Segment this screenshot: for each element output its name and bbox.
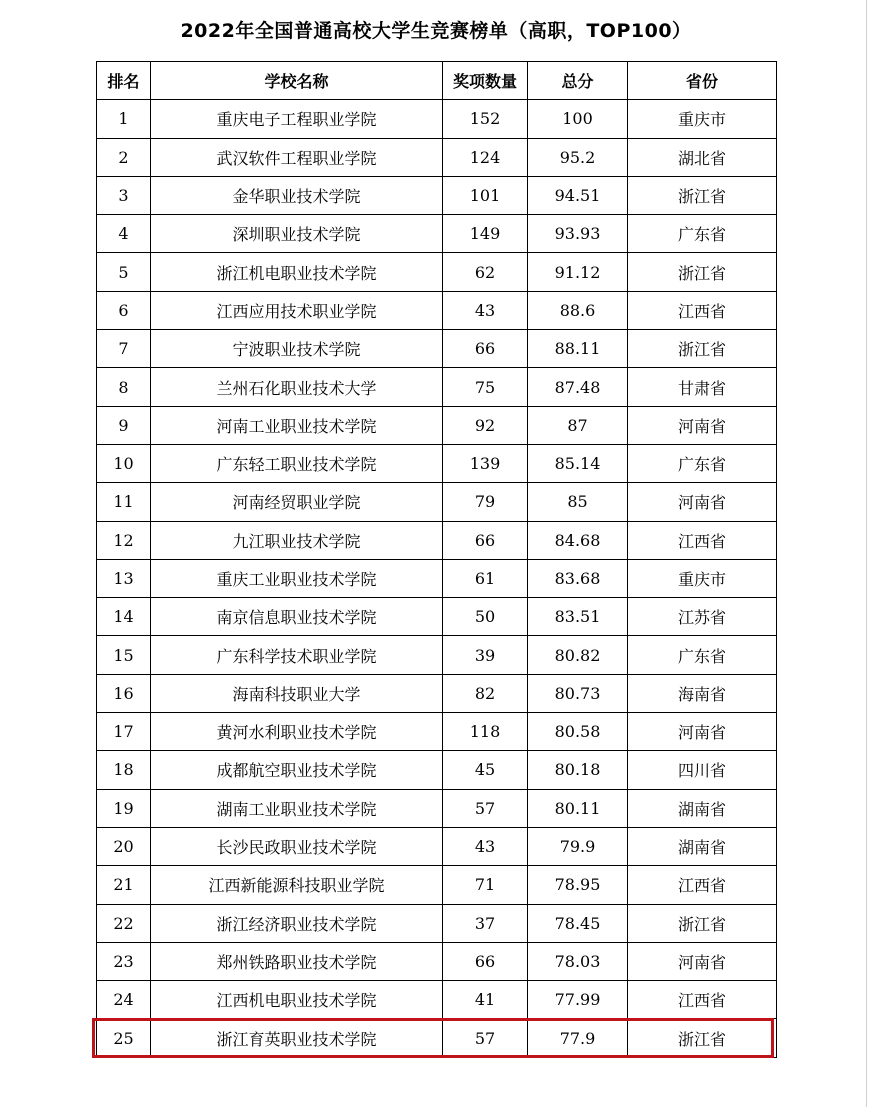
cell-province: 海南省 — [628, 674, 777, 712]
table-row — [97, 636, 777, 674]
cell-total-score: 88.6 — [528, 291, 628, 329]
cell-province: 广东省 — [628, 444, 777, 482]
cell-rank: 3 — [97, 176, 151, 214]
cell-province: 重庆市 — [628, 559, 777, 597]
cell-award-count: 152 — [443, 100, 528, 138]
table-row — [97, 291, 777, 329]
cell-rank: 11 — [97, 483, 151, 521]
cell-province: 河南省 — [628, 942, 777, 980]
cell-award-count: 57 — [443, 789, 528, 827]
header-award-count: 奖项数量 — [443, 62, 528, 100]
cell-total-score: 88.11 — [528, 330, 628, 368]
cell-province: 甘肃省 — [628, 368, 777, 406]
cell-rank: 16 — [97, 674, 151, 712]
cell-school-name: 九江职业技术学院 — [151, 521, 443, 559]
cell-rank: 20 — [97, 827, 151, 865]
cell-province: 湖北省 — [628, 138, 777, 176]
cell-school-name: 宁波职业技术学院 — [151, 330, 443, 368]
cell-total-score: 80.82 — [528, 636, 628, 674]
table-row — [97, 598, 777, 636]
cell-rank: 8 — [97, 368, 151, 406]
cell-total-score: 80.58 — [528, 713, 628, 751]
ranking-table — [96, 61, 777, 1058]
cell-rank: 15 — [97, 636, 151, 674]
cell-school-name: 成都航空职业技术学院 — [151, 751, 443, 789]
cell-school-name: 广东轻工职业技术学院 — [151, 444, 443, 482]
cell-province: 湖南省 — [628, 827, 777, 865]
table-row — [97, 827, 777, 865]
cell-school-name: 河南经贸职业学院 — [151, 483, 443, 521]
cell-province: 浙江省 — [628, 1019, 777, 1057]
cell-school-name: 南京信息职业技术学院 — [151, 598, 443, 636]
cell-school-name: 重庆工业职业技术学院 — [151, 559, 443, 597]
cell-total-score: 77.9 — [528, 1019, 628, 1057]
cell-award-count: 57 — [443, 1019, 528, 1057]
table-row — [97, 215, 777, 253]
cell-award-count: 139 — [443, 444, 528, 482]
table-row — [97, 559, 777, 597]
cell-province: 广东省 — [628, 636, 777, 674]
cell-rank: 21 — [97, 866, 151, 904]
cell-award-count: 45 — [443, 751, 528, 789]
table-row — [97, 444, 777, 482]
cell-total-score: 87.48 — [528, 368, 628, 406]
cell-award-count: 37 — [443, 904, 528, 942]
table-row — [97, 483, 777, 521]
cell-total-score: 78.03 — [528, 942, 628, 980]
cell-school-name: 海南科技职业大学 — [151, 674, 443, 712]
header-province: 省份 — [628, 62, 777, 100]
cell-award-count: 41 — [443, 981, 528, 1019]
cell-province: 浙江省 — [628, 330, 777, 368]
cell-award-count: 39 — [443, 636, 528, 674]
cell-award-count: 101 — [443, 176, 528, 214]
cell-rank: 17 — [97, 713, 151, 751]
cell-province: 浙江省 — [628, 176, 777, 214]
cell-province: 浙江省 — [628, 253, 777, 291]
cell-school-name: 江西新能源科技职业学院 — [151, 866, 443, 904]
table-row — [97, 751, 777, 789]
cell-total-score: 85 — [528, 483, 628, 521]
cell-province: 浙江省 — [628, 904, 777, 942]
cell-school-name: 郑州铁路职业技术学院 — [151, 942, 443, 980]
cell-total-score: 80.11 — [528, 789, 628, 827]
table-row — [97, 406, 777, 444]
cell-province: 江西省 — [628, 291, 777, 329]
cell-school-name: 河南工业职业技术学院 — [151, 406, 443, 444]
cell-province: 江苏省 — [628, 598, 777, 636]
table-row — [97, 981, 777, 1019]
cell-total-score: 93.93 — [528, 215, 628, 253]
cell-rank: 24 — [97, 981, 151, 1019]
cell-total-score: 79.9 — [528, 827, 628, 865]
header-school-name: 学校名称 — [151, 62, 443, 100]
cell-total-score: 95.2 — [528, 138, 628, 176]
cell-rank: 13 — [97, 559, 151, 597]
table-row — [97, 253, 777, 291]
cell-award-count: 82 — [443, 674, 528, 712]
cell-school-name: 广东科学技术职业学院 — [151, 636, 443, 674]
table-row — [97, 674, 777, 712]
header-total-score: 总分 — [528, 62, 628, 100]
cell-award-count: 124 — [443, 138, 528, 176]
table-row — [97, 1019, 777, 1057]
cell-total-score: 78.45 — [528, 904, 628, 942]
cell-award-count: 79 — [443, 483, 528, 521]
table-row — [97, 866, 777, 904]
table-row — [97, 138, 777, 176]
cell-rank: 4 — [97, 215, 151, 253]
cell-province: 江西省 — [628, 521, 777, 559]
cell-province: 广东省 — [628, 215, 777, 253]
cell-award-count: 66 — [443, 521, 528, 559]
cell-school-name: 重庆电子工程职业学院 — [151, 100, 443, 138]
cell-school-name: 浙江育英职业技术学院 — [151, 1019, 443, 1057]
cell-rank: 25 — [97, 1019, 151, 1057]
cell-total-score: 85.14 — [528, 444, 628, 482]
cell-rank: 6 — [97, 291, 151, 329]
cell-total-score: 87 — [528, 406, 628, 444]
cell-rank: 19 — [97, 789, 151, 827]
cell-school-name: 浙江机电职业技术学院 — [151, 253, 443, 291]
cell-school-name: 金华职业技术学院 — [151, 176, 443, 214]
cell-total-score: 100 — [528, 100, 628, 138]
cell-school-name: 湖南工业职业技术学院 — [151, 789, 443, 827]
cell-award-count: 118 — [443, 713, 528, 751]
cell-school-name: 武汉软件工程职业学院 — [151, 138, 443, 176]
cell-rank: 10 — [97, 444, 151, 482]
cell-award-count: 71 — [443, 866, 528, 904]
cell-rank: 9 — [97, 406, 151, 444]
cell-rank: 14 — [97, 598, 151, 636]
table-row — [97, 100, 777, 138]
cell-award-count: 61 — [443, 559, 528, 597]
cell-province: 河南省 — [628, 483, 777, 521]
table-row — [97, 368, 777, 406]
page-edge-line — [866, 0, 867, 1107]
cell-total-score: 78.95 — [528, 866, 628, 904]
cell-award-count: 75 — [443, 368, 528, 406]
cell-award-count: 43 — [443, 291, 528, 329]
cell-province: 河南省 — [628, 713, 777, 751]
table-row — [97, 521, 777, 559]
cell-award-count: 149 — [443, 215, 528, 253]
cell-province: 重庆市 — [628, 100, 777, 138]
cell-total-score: 94.51 — [528, 176, 628, 214]
cell-award-count: 92 — [443, 406, 528, 444]
cell-school-name: 浙江经济职业技术学院 — [151, 904, 443, 942]
table-row — [97, 904, 777, 942]
cell-award-count: 43 — [443, 827, 528, 865]
table-row — [97, 942, 777, 980]
cell-school-name: 兰州石化职业技术大学 — [151, 368, 443, 406]
cell-province: 江西省 — [628, 866, 777, 904]
table-row — [97, 176, 777, 214]
cell-total-score: 83.68 — [528, 559, 628, 597]
cell-rank: 22 — [97, 904, 151, 942]
cell-award-count: 66 — [443, 942, 528, 980]
cell-award-count: 66 — [443, 330, 528, 368]
cell-province: 江西省 — [628, 981, 777, 1019]
table-body — [97, 100, 777, 1057]
cell-total-score: 77.99 — [528, 981, 628, 1019]
cell-rank: 1 — [97, 100, 151, 138]
cell-total-score: 84.68 — [528, 521, 628, 559]
cell-rank: 2 — [97, 138, 151, 176]
cell-rank: 5 — [97, 253, 151, 291]
cell-rank: 12 — [97, 521, 151, 559]
cell-school-name: 江西应用技术职业学院 — [151, 291, 443, 329]
cell-award-count: 62 — [443, 253, 528, 291]
cell-school-name: 深圳职业技术学院 — [151, 215, 443, 253]
cell-province: 湖南省 — [628, 789, 777, 827]
table-row — [97, 713, 777, 751]
cell-total-score: 80.73 — [528, 674, 628, 712]
cell-total-score: 80.18 — [528, 751, 628, 789]
header-rank: 排名 — [97, 62, 151, 100]
table-header-row — [97, 62, 777, 100]
table-row — [97, 789, 777, 827]
cell-school-name: 江西机电职业技术学院 — [151, 981, 443, 1019]
cell-rank: 23 — [97, 942, 151, 980]
cell-total-score: 91.12 — [528, 253, 628, 291]
cell-total-score: 83.51 — [528, 598, 628, 636]
cell-rank: 18 — [97, 751, 151, 789]
cell-province: 四川省 — [628, 751, 777, 789]
table-row — [97, 330, 777, 368]
cell-school-name: 长沙民政职业技术学院 — [151, 827, 443, 865]
cell-rank: 7 — [97, 330, 151, 368]
cell-award-count: 50 — [443, 598, 528, 636]
cell-school-name: 黄河水利职业技术学院 — [151, 713, 443, 751]
page-title: 2022年全国普通高校大学生竞赛榜单（高职，TOP100） — [180, 20, 692, 42]
cell-province: 河南省 — [628, 406, 777, 444]
